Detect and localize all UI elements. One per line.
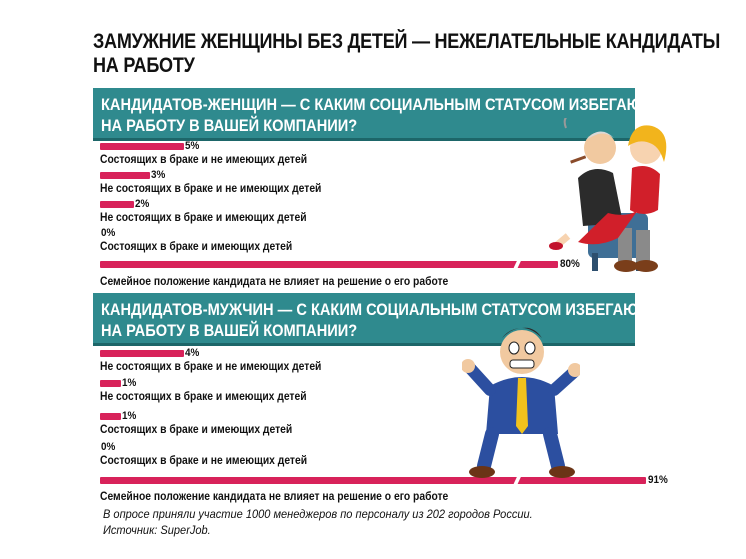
bar-women-5	[100, 261, 558, 268]
bar-men-2	[100, 380, 121, 387]
source-footnote: Источник: SuperJob.	[103, 523, 211, 537]
category-label: Состоящих в браке и не имеющих детей	[100, 152, 308, 166]
men-title-line-2: НА РАБОТУ В ВАШЕЙ КОМПАНИИ?	[101, 321, 358, 340]
women-title-line-2: НА РАБОТУ В ВАШЕЙ КОМПАНИИ?	[101, 116, 358, 135]
value-label: 0%	[101, 441, 116, 453]
category-label: Состоящих в браке и не имеющих детей	[100, 453, 308, 467]
main-title-line-1: ЗАМУЖНИЕ ЖЕНЩИНЫ БЕЗ ДЕТЕЙ — НЕЖЕЛАТЕЛЬНЫЕ КАНДИДАТЫ	[93, 30, 721, 53]
category-label: Семейное положение кандидата не влияет на решение о его работе	[100, 489, 449, 503]
main-title	[93, 30, 721, 78]
bar-women-3	[100, 201, 134, 208]
men-title-line-1: КАНДИДАТОВ-МУЖЧИН — С КАКИМ СОЦИАЛЬНЫМ СТАТУСОМ ИЗБЕГАЮТ БРАТЬ	[101, 300, 700, 319]
value-label: 5%	[185, 140, 200, 152]
value-label: 2%	[135, 198, 150, 210]
woman-dress	[630, 166, 660, 214]
category-label: Состоящих в браке и имеющих детей	[100, 422, 293, 436]
survey-footnote: В опросе приняли участие 1000 менеджеров по персоналу из 202 городов России.	[103, 507, 533, 521]
men-section-title	[101, 299, 699, 341]
category-label: Семейное положение кандидата не влияет на решение о его работе	[100, 274, 449, 288]
category-label: Не состоящих в браке и не имеющих детей	[100, 181, 322, 195]
category-label: Состоящих в браке и имеющих детей	[100, 239, 293, 253]
stressed-man-illustration	[462, 316, 580, 486]
bar-men-3	[100, 413, 121, 420]
man-head	[584, 132, 616, 164]
value-label: 4%	[185, 347, 200, 359]
couple-illustration	[548, 118, 678, 278]
bar-women-1	[100, 143, 184, 150]
category-label: Не состоящих в браке и имеющих детей	[100, 210, 307, 224]
value-label: 3%	[151, 169, 166, 181]
value-label: 1%	[122, 410, 137, 422]
category-label: Не состоящих в браке и имеющих детей	[100, 389, 307, 403]
bar-men-1	[100, 350, 184, 357]
category-label: Не состоящих в браке и не имеющих детей	[100, 359, 322, 373]
man-tie	[516, 378, 528, 434]
value-label: 91%	[648, 474, 668, 486]
value-label: 80%	[560, 258, 580, 270]
bar-women-2	[100, 172, 150, 179]
value-label: 0%	[101, 227, 116, 239]
value-label: 1%	[122, 377, 137, 389]
women-title-line-1: КАНДИДАТОВ-ЖЕНЩИН — С КАКИМ СОЦИАЛЬНЫМ СТАТУСОМ ИЗБЕГАЮТ БРАТЬ	[101, 95, 703, 114]
main-title-line-2: НА РАБОТУ	[93, 54, 195, 77]
